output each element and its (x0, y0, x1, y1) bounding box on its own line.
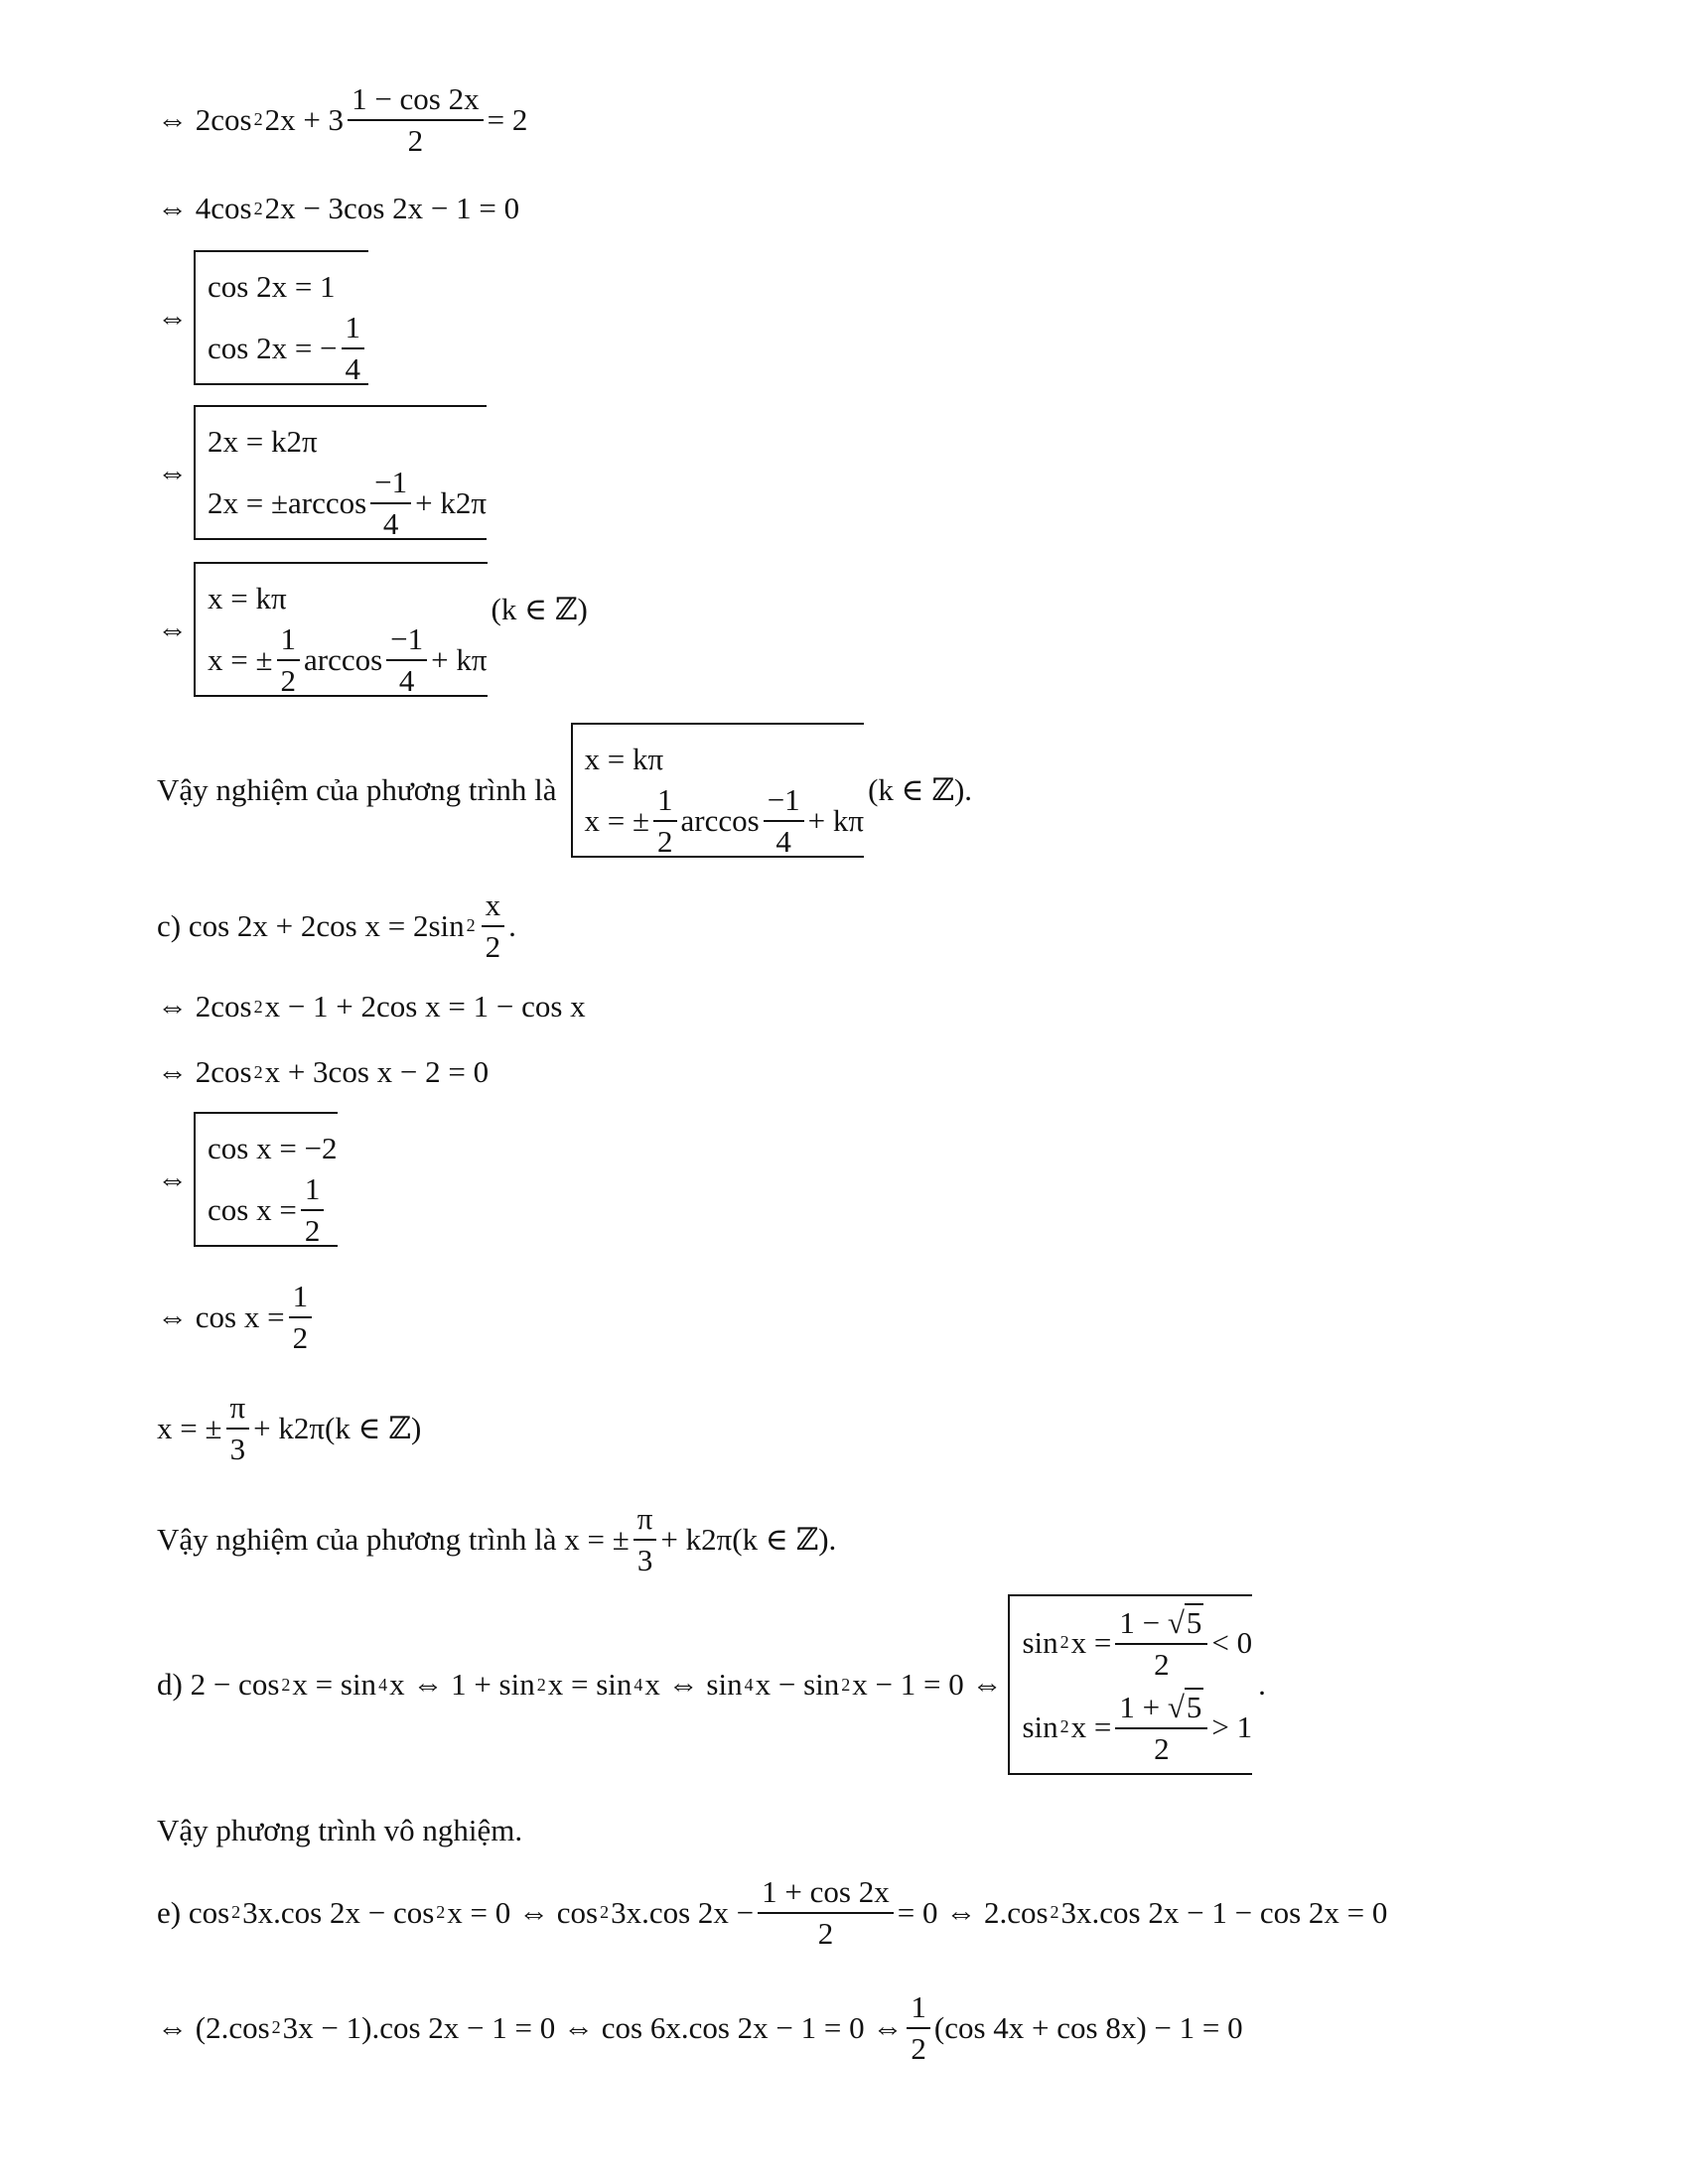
text: arccos (304, 642, 383, 677)
numerator: 1 + √5 (1115, 1688, 1207, 1729)
text: cos 2x = − (208, 331, 338, 365)
superscript: 2 (1050, 1902, 1059, 1923)
superscript: 2 (253, 996, 263, 1017)
bracket-row (208, 257, 368, 317)
solution-set-bracket (194, 562, 488, 697)
text: ⇔ cos x = (157, 1298, 285, 1334)
text: cos 2x = 1 (208, 269, 336, 304)
eq-b-step5 (157, 562, 588, 697)
solution-set-bracket (194, 250, 368, 385)
denominator: 2 (911, 2030, 926, 2066)
text: x − 1 = 0 ⇔ (852, 1667, 1003, 1702)
equiv-symbol: ⇔ (157, 1161, 188, 1196)
superscript: 2 (600, 1902, 610, 1923)
fraction (758, 1874, 894, 1951)
text: . (508, 907, 516, 943)
text: = 2 (487, 101, 528, 137)
eq-c-step5 (157, 1390, 421, 1466)
text: x = kπ (208, 581, 287, 615)
text: + k2π(k ∈ ℤ). (660, 1521, 837, 1557)
text: 1 − (1119, 1604, 1168, 1640)
text: 2x + 3 (264, 101, 345, 137)
text: x = ± (208, 642, 273, 677)
text: 2x = k2π (208, 424, 318, 459)
denominator: 2 (485, 928, 501, 964)
numerator: 1 (289, 1279, 313, 1318)
text: e) cos (157, 1894, 230, 1930)
eq-b-step1 (157, 81, 527, 158)
denominator: 2 (657, 824, 673, 859)
text: arccos (680, 803, 760, 838)
fraction (1115, 1688, 1207, 1766)
text: 3x.cos 2x − (611, 1894, 755, 1930)
equiv-symbol: ⇔ (157, 300, 188, 335)
superscript: 2 (466, 915, 476, 936)
bracket-row (585, 730, 865, 789)
fraction (370, 465, 411, 541)
numerator: x (482, 887, 505, 927)
text: < 0 (1211, 1624, 1253, 1660)
text: Vậy phương trình vô nghiệm. (157, 1813, 523, 1847)
text: sin (1022, 1708, 1058, 1744)
eq-e-step1 (157, 1989, 1243, 2066)
superscript: 2 (231, 1902, 241, 1923)
fraction (301, 1171, 325, 1248)
equiv-symbol: ⇔ (157, 455, 188, 489)
text: x = ± (584, 803, 650, 838)
superscript: 4 (744, 1674, 754, 1695)
eq-c-step3 (157, 1112, 338, 1247)
radicand: 5 (1186, 1689, 1202, 1724)
numerator: 1 (907, 1989, 930, 2029)
superscript: 4 (633, 1674, 643, 1695)
eq-c-step4 (157, 1279, 316, 1355)
fraction (482, 887, 505, 964)
denominator: 3 (636, 1542, 653, 1577)
fraction (289, 1279, 313, 1355)
denominator: 4 (345, 351, 361, 386)
numerator: 1 (342, 310, 365, 349)
denominator: 2 (1154, 1730, 1170, 1766)
numerator: −1 (764, 782, 804, 822)
fraction (653, 782, 677, 859)
numerator: 1 − cos 2x (348, 81, 484, 121)
denominator: 4 (775, 824, 791, 859)
eq-c-step2 (157, 1054, 489, 1090)
denominator: 2 (304, 1213, 321, 1248)
conclusion-c (157, 1501, 836, 1577)
radicand: 5 (1186, 1604, 1202, 1640)
text: x = (1070, 1624, 1112, 1660)
denominator: 4 (382, 506, 399, 541)
bracket-row (208, 412, 487, 472)
fraction (277, 621, 301, 698)
text: 3x − 1).cos 2x − 1 = 0 ⇔ cos 6x.cos 2x − 1 = 0 ⇔ (282, 2009, 904, 2045)
text: > 1 (1211, 1708, 1253, 1744)
condition: (k ∈ ℤ) (491, 592, 588, 626)
denominator: 2 (1154, 1646, 1170, 1682)
fraction (386, 621, 427, 698)
fraction (226, 1390, 250, 1466)
problem-e (157, 1874, 1387, 1951)
fraction (633, 1501, 657, 1577)
superscript: 2 (271, 2017, 281, 2038)
eq-b-step3 (157, 250, 368, 385)
bracket-row (208, 310, 368, 386)
denominator: 2 (407, 122, 424, 158)
text: ⇔ 2cos (157, 101, 252, 137)
text: + kπ (807, 803, 865, 838)
text: x ⇔ 1 + sin (389, 1667, 535, 1702)
text: cos x = (208, 1192, 297, 1227)
denominator: 2 (280, 663, 296, 698)
denominator: 3 (229, 1431, 246, 1466)
text: Vậy nghiệm của phương trình là x = ± (157, 1521, 630, 1557)
conclusion-d (157, 1813, 522, 1848)
numerator: 1 (653, 782, 677, 822)
text: x = (1070, 1708, 1112, 1744)
superscript: 2 (253, 109, 263, 130)
fraction (348, 81, 484, 158)
text: d) 2 − cos (157, 1667, 280, 1702)
text: 3x.cos 2x − cos (242, 1894, 435, 1930)
fraction (907, 1989, 930, 2066)
numerator: π (226, 1390, 250, 1430)
text: x = sin (547, 1667, 633, 1702)
conclusion-b (157, 723, 972, 858)
fraction (764, 782, 804, 859)
text: + kπ (431, 642, 488, 677)
bracket-row (208, 1171, 338, 1248)
solution-set-bracket (194, 1112, 338, 1247)
bracket-row (1022, 1688, 1252, 1767)
superscript: 2 (536, 1674, 546, 1695)
numerator: −1 (386, 621, 427, 661)
text: x ⇔ sin (644, 1667, 743, 1702)
text: x = sin (292, 1667, 377, 1702)
solution-set-bracket (194, 405, 487, 540)
solution-set-bracket (1008, 1594, 1252, 1775)
superscript: 2 (281, 1674, 291, 1695)
eq-c-step1 (157, 989, 586, 1024)
denominator: 2 (817, 1915, 834, 1951)
problem-c (157, 887, 516, 964)
superscript: 2 (1059, 1716, 1069, 1736)
text: x + 3cos x − 2 = 0 (264, 1054, 490, 1089)
text: 1 + (1119, 1689, 1168, 1724)
text: sin (1022, 1624, 1058, 1660)
fraction (342, 310, 365, 386)
superscript: 2 (253, 1061, 263, 1082)
numerator: 1 (277, 621, 301, 661)
text: x = kπ (584, 742, 664, 776)
fraction (1115, 1603, 1207, 1682)
bracket-row (208, 621, 488, 698)
problem-d (157, 1594, 1266, 1775)
text: x = ± (157, 1410, 222, 1445)
numerator: 1 − √5 (1115, 1603, 1207, 1645)
bracket-row (208, 465, 488, 541)
text: 2x = ±arccos (208, 485, 367, 520)
text: + k2π(k ∈ ℤ) (253, 1410, 422, 1445)
text: 2x − 3cos 2x − 1 = 0 (264, 191, 520, 225)
numerator: 1 (301, 1171, 325, 1211)
text: + k2π (415, 485, 488, 520)
superscript: 2 (841, 1674, 851, 1695)
text: x − sin (755, 1667, 840, 1702)
text: ⇔ 2cos (157, 989, 252, 1024)
text: = 0 ⇔ 2.cos (897, 1894, 1049, 1930)
bracket-row (1022, 1603, 1252, 1683)
text: Vậy nghiệm của phương trình là (157, 772, 557, 807)
equiv-symbol: ⇔ (157, 612, 188, 646)
eq-b-step2 (157, 191, 519, 226)
superscript: 2 (436, 1902, 446, 1923)
solution-set-bracket (571, 723, 865, 858)
text: ⇔ 4cos (157, 191, 252, 225)
text: c) cos 2x + 2cos x = 2sin (157, 907, 465, 943)
superscript: 2 (253, 198, 263, 218)
condition: (k ∈ ℤ). (868, 772, 973, 807)
numerator: π (633, 1501, 657, 1541)
text: ⇔ (2.cos (157, 2009, 270, 2045)
numerator: 1 + cos 2x (758, 1874, 894, 1914)
denominator: 4 (398, 663, 415, 698)
text: (cos 4x + cos 8x) − 1 = 0 (933, 2009, 1243, 2045)
text: 3x.cos 2x − 1 − cos 2x = 0 (1060, 1894, 1388, 1930)
text: x − 1 + 2cos x = 1 − cos x (264, 989, 586, 1024)
numerator: −1 (370, 465, 411, 504)
superscript: 4 (378, 1674, 388, 1695)
bracket-row (208, 1119, 338, 1178)
text: ⇔ 2cos (157, 1054, 252, 1089)
denominator: 2 (292, 1319, 309, 1355)
bracket-row (584, 782, 865, 859)
text: cos x = −2 (208, 1131, 338, 1165)
superscript: 2 (1059, 1632, 1069, 1652)
bracket-row (208, 569, 488, 628)
text: x = 0 ⇔ cos (447, 1894, 599, 1930)
eq-b-step4 (157, 405, 487, 540)
text: . (1258, 1667, 1266, 1702)
